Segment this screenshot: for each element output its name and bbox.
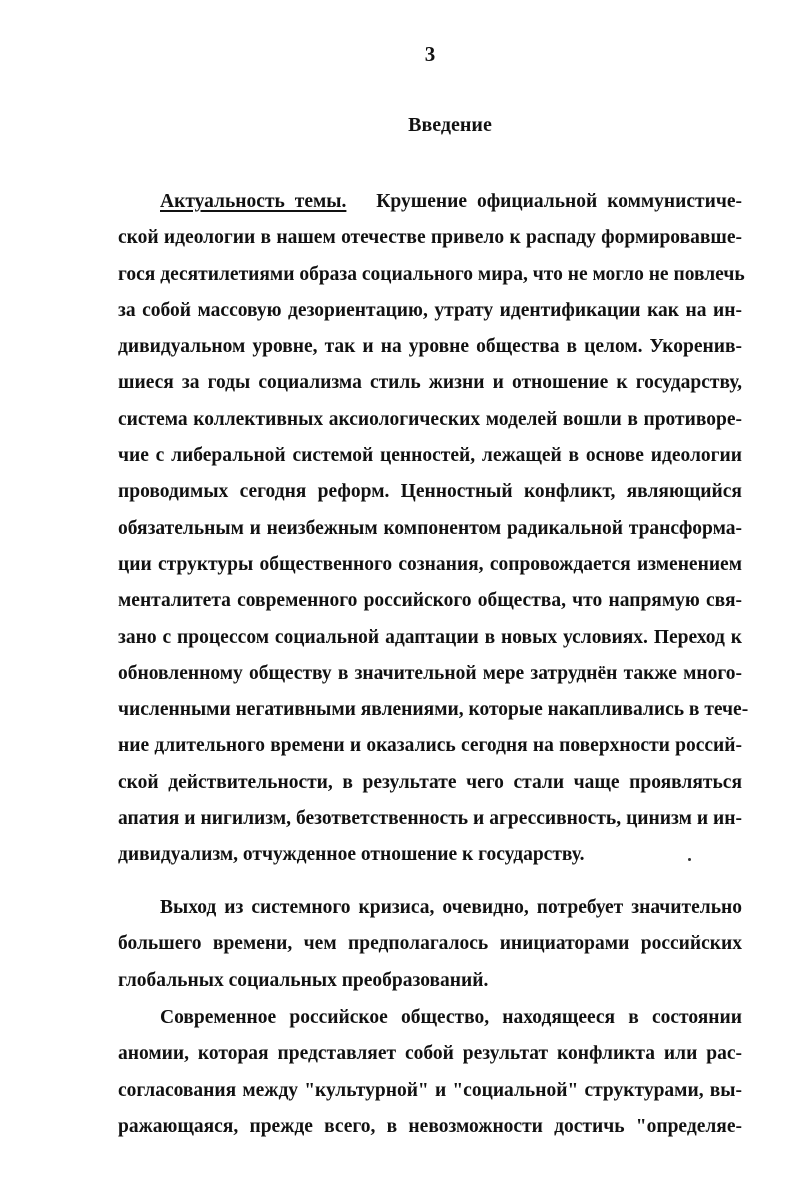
topic-relevance-label: Актуальность темы. bbox=[160, 191, 347, 212]
paragraph-line: обновленному обществу в значительной мере затруднён также много- bbox=[118, 662, 742, 684]
paragraph-line: система коллективных аксиологических моделей вошли в противоре- bbox=[118, 408, 742, 430]
paragraph-line: Современное российское общество, находящееся в состоянии bbox=[160, 1007, 742, 1028]
paragraph-line: дивидуальном уровне, так и на уровне общества в целом. Укоренив- bbox=[118, 336, 742, 358]
paragraph-line: проводимых сегодня реформ. Ценностный конфликт, являющийся bbox=[118, 481, 742, 503]
paragraph-line: аномии, которая представляет собой результат конфликта или рас- bbox=[118, 1043, 742, 1065]
paragraph-line: шиеся за годы социализма стиль жизни и отношение к государству, bbox=[118, 372, 742, 394]
paragraph-line: глобальных социальных преобразований. bbox=[118, 969, 489, 991]
paragraph-line: согласования между "культурной" и "социальной" структурами, вы- bbox=[118, 1079, 742, 1101]
paragraph-line: численными негативными явлениями, которые накапливались в тече- bbox=[118, 699, 749, 721]
paragraph-line: Актуальность темы. Крушение официальной коммунистиче- bbox=[160, 191, 742, 212]
paragraph-line: ние длительного времени и оказались сегодня на поверхности россий- bbox=[118, 735, 742, 757]
page-number: 3 bbox=[424, 42, 436, 66]
paragraph-relevance bbox=[118, 184, 749, 874]
paragraph-line: большего времени, чем предполагалось инициаторами российских bbox=[118, 933, 742, 955]
paragraph-line: зано с процессом социальной адаптации в новых условиях. Переход к bbox=[118, 626, 742, 648]
paragraph-line: гося десятилетиями образа социального мира, что не могло не повлечь bbox=[118, 263, 745, 285]
paragraph-line: ской действительности, в результате чего стали чаще проявляться bbox=[118, 771, 742, 793]
paragraph-line: дивидуализм, отчужденное отношение к государству. bbox=[118, 844, 585, 866]
section-heading: Введение bbox=[408, 114, 492, 136]
scan-speck bbox=[688, 858, 691, 861]
paragraph-line: за собой массовую дезориентацию, утрату идентификации как на ин- bbox=[118, 299, 742, 321]
paragraph-line: Выход из системного кризиса, очевидно, потребует значительно bbox=[160, 897, 742, 918]
paragraph-anomie bbox=[118, 1000, 742, 1145]
paragraph-line: апатия и нигилизм, безответственность и агрессивность, цинизм и ин- bbox=[118, 808, 742, 830]
paragraph-line: менталитета современного российского общества, что напрямую свя- bbox=[118, 590, 742, 612]
paragraph-line: чие с либеральной системой ценностей, лежащей в основе идеологии bbox=[118, 445, 742, 467]
paragraph-crisis-exit bbox=[118, 890, 742, 999]
paragraph-line: ции структуры общественного сознания, сопровождается изменением bbox=[118, 553, 742, 575]
paragraph-line: ской идеологии в нашем отечестве привело к распаду формировавше- bbox=[118, 227, 742, 249]
paragraph-line: ражающаяся, прежде всего, в невозможности достичь "определяе- bbox=[118, 1115, 742, 1137]
paragraph-line: обязательным и неизбежным компонентом радикальной трансформа- bbox=[118, 517, 742, 539]
